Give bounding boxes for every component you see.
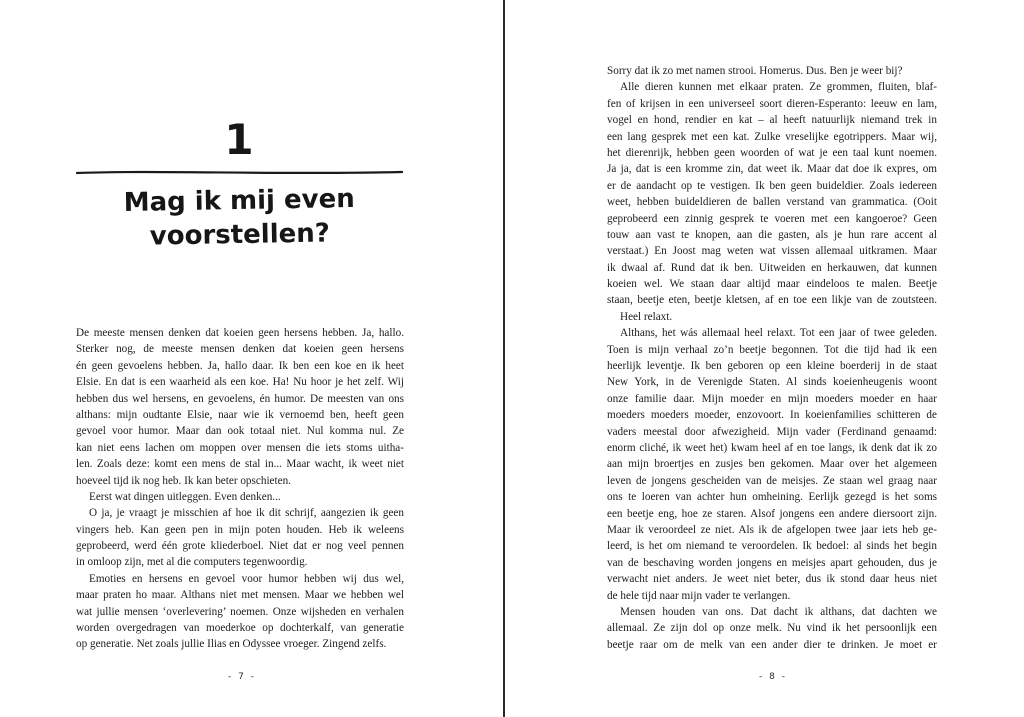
text-line: Mensen houden van ons. Dat dacht ik althans, dat dachten we bbox=[620, 605, 937, 618]
text-line: De meeste mensen denken dat koeien geen hersens hebben. Ja, hallo. bbox=[76, 327, 404, 339]
text-line: moeders moeders moeder, enzovoort. In koeienfamilies schitteren de bbox=[607, 409, 937, 422]
text-line: Emoties en hersens en gevoel voor humor hebben wij dus wel, bbox=[89, 572, 404, 585]
text-line: Elsie. En dat is een waarheid als een koe. Ha! Nu hoor je het zelf. Wij bbox=[76, 376, 404, 389]
text-line: O ja, je vraagt je misschien af hoe ik dit schrijf, aangezien ik geen bbox=[89, 507, 404, 520]
chapter-number: 1 bbox=[224, 115, 255, 164]
chapter-title-line-2: voorstellen? bbox=[149, 218, 331, 252]
text-line: althans: mijn oudtante Elsie, naar wie ik vernoemd ben, heeft geen bbox=[76, 408, 404, 421]
text-line: staan, beetje eten, beetje kletsen, af en toe een likje van de zoutsteen. bbox=[607, 294, 937, 307]
text-line: fen of krijsen in een universeel soort dieren-Esperanto: leeuw en lam, bbox=[607, 97, 937, 110]
text-line: op generatie. Net zoals jullie Ilias en Odyssee vroeger. Zingend zelfs. bbox=[76, 638, 387, 651]
text-line: ik dwaal af. Rund dat ik ben. Uitweiden en herkauwen, dat kunnen bbox=[607, 261, 937, 274]
text-line: verstaat.) En Joost mag weten wat vissen allemaal uitkramen. Maar bbox=[607, 245, 937, 258]
text-line: gevoel voor humor. Maar dan ook totaal niet. Nul komma nul. Ze bbox=[76, 425, 404, 438]
text-line: weet, hebben buideldieren de ballen verstand van grammatica. (Ooit bbox=[607, 196, 937, 209]
text-line: koeien wel. We staan daar altijd maar eindeloos te malen. Beetje bbox=[607, 278, 937, 291]
text-line: geprobeerd, werd één grote kliederboel. Niet dat er nog veel pennen bbox=[76, 540, 404, 553]
text-line: worden overgedragen van moederkoe op dochterkalf, van generatie bbox=[76, 622, 404, 635]
text-line: enorm cliché, ik weet het) kwam heel af en toe langs, ik denk dat ik zo bbox=[607, 441, 937, 454]
text-line: vingers heb. Kan geen pen in mijn poten houden. Heb ik weleens bbox=[76, 523, 404, 536]
text-line: verwacht niet anders. Je weet niet beter, dus ik stond daar heus niet bbox=[607, 573, 937, 586]
text-line: len. Zoals deze: komt een mens de stal in... Maar wacht, ik weet niet bbox=[76, 458, 404, 471]
text-line: kan niet eens lachen om moppen over mensen die iets stoms uitha- bbox=[76, 441, 404, 454]
text-line: hoeveel tijd ik nog heb. Ik kan beter opschieten. bbox=[76, 474, 291, 487]
text-line: allemaal. Ze zijn dol op onze melk. Nu vind ik het persoonlijk een bbox=[607, 622, 937, 635]
text-line: Heel relaxt. bbox=[620, 310, 673, 323]
text-line: touw aan vast te knopen, aan die gasten, als je hun rare accent al bbox=[607, 228, 937, 241]
page-number: - 8 - bbox=[759, 672, 787, 682]
left-page bbox=[0, 0, 503, 717]
text-line: Ja ja, dat is een kromme zin, dat weet ik. Maar dat doe ik expres, om bbox=[607, 163, 937, 176]
chapter-title bbox=[75, 181, 403, 255]
text-line: wat jullie mensen ‘overlevering’ noemen. Onze wijsheden en verhalen bbox=[76, 605, 404, 618]
left-body-text bbox=[76, 325, 404, 653]
text-line: een lang gesprek met een kat. Zulke vreselijke egotrippers. Maar wij, bbox=[607, 130, 937, 143]
text-line: heerlijk leventje. Ik ben geboren op een kleine boerderij in de staat bbox=[607, 360, 937, 373]
chapter-rule bbox=[76, 168, 403, 180]
page-number: - 7 - bbox=[228, 672, 256, 682]
right-body-text bbox=[607, 63, 937, 653]
text-line: Alle dieren kunnen met elkaar praten. Ze grommen, fluiten, blaf- bbox=[620, 81, 937, 94]
text-line: hebben dus wel hersens, en gevoelens, én humor. De meesten van ons bbox=[76, 392, 404, 405]
text-line: aan mijn broertjes en zusjes ben gekomen. Maar over het algemeen bbox=[607, 458, 937, 471]
text-line: vogel en hond, rendier en kat – al heeft natuurlijk niemand trek in bbox=[607, 114, 937, 127]
text-line: Maar ik veroordeel ze niet. Als ik de afgelopen twee jaar iets heb ge- bbox=[607, 523, 937, 536]
text-line: Eerst wat dingen uitleggen. Even denken... bbox=[89, 490, 281, 503]
text-line: Althans, het wás allemaal heel relaxt. Tot een jaar of twee geleden. bbox=[620, 327, 937, 340]
text-line: het dierenrijk, hebben geen woorden of wat je een taal kunt noemen. bbox=[607, 146, 937, 159]
text-line: er de aandacht op te vestigen. Ik ben geen buideldier. Zoals iedereen bbox=[607, 179, 937, 192]
text-line: een beetje eng, hoe ze staren. Alsof jongens een andere diersoort zijn. bbox=[607, 507, 937, 520]
text-line: de hele tijd naar mijn vader te verlangen. bbox=[607, 589, 791, 602]
text-line: New York, in de Verenigde Staten. Al sinds koeienheugenis woont bbox=[607, 376, 937, 389]
chapter-title-line-1: Mag ik mij even bbox=[123, 183, 355, 219]
text-line: Sorry dat ik zo met namen strooi. Homerus. Dus. Ben je weer bij? bbox=[607, 65, 903, 77]
text-line: vaders meestal door afwezigheid. Mijn vader (Ferdinand genaamd: bbox=[607, 425, 937, 438]
right-page bbox=[505, 0, 1024, 717]
text-line: Toen is mijn verhaal zo’n beetje begonnen. Tot die tijd had ik een bbox=[607, 343, 937, 356]
text-line: leerd, is het om niemand te veroordelen. Ik bedoel: al sinds het begin bbox=[607, 540, 937, 553]
text-line: geprobeerd een zinnig gesprek te voeren met een kangoeroe? Geen bbox=[607, 212, 937, 225]
text-line: én geen gevoelens hebben. Ja, hallo daar. Ik ben een koe en ik heet bbox=[76, 359, 404, 372]
text-line: Sterker nog, de meeste mensen denken dat koeien geen hersens bbox=[76, 343, 404, 356]
text-line: onze familie daar. Mijn moeder en mijn moeders moeder en haar bbox=[607, 392, 937, 405]
text-line: van de beschaving worden jongens en meisjes apart gehouden, dus je bbox=[607, 556, 937, 569]
text-line: in omloop zijn, met al die computers tegenwoordig. bbox=[76, 556, 308, 569]
text-line: leven de jongens gescheiden van de meisjes. Ze staan wel graag naar bbox=[607, 474, 937, 487]
text-line: beetje raar om de melk van een ander dier te drinken. Je moet er bbox=[607, 638, 937, 651]
text-line: maar praten ho maar. Althans niet met mensen. Maar we hebben wel bbox=[76, 589, 404, 602]
text-line: ons te loeren van achter hun omheining. Eerlijk gezegd is het soms bbox=[607, 491, 937, 504]
